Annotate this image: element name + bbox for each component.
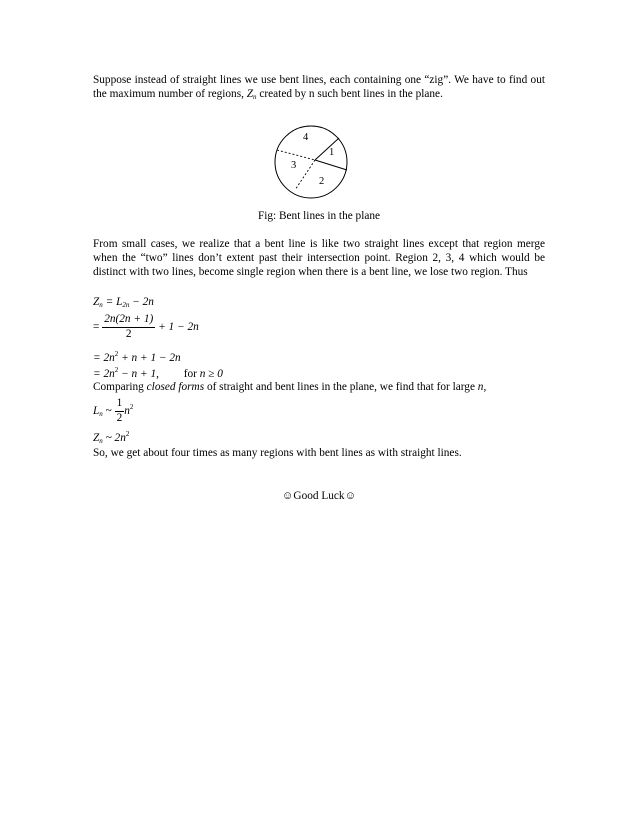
eq2-fraction xyxy=(102,313,155,342)
intro-var-letter: Z xyxy=(246,87,254,100)
asym-frac-num: 1 xyxy=(115,397,125,412)
asym-l-sub: n xyxy=(99,409,103,418)
explanation-text: From small cases, we realize that a bent line is like two straight lines except that region merge when the “two” lines don’t extent past their intersection point. Region 2, 3, 4 which would be distinct with two lines, become single region when there is a bent line, we lose two region. Thus xyxy=(93,238,545,278)
region-label-2: 2 xyxy=(319,176,325,187)
asym-z-exp: 2 xyxy=(125,430,130,438)
equation-line-1 xyxy=(93,296,154,310)
comparing-text-b: of straight and bent lines in the plane, we find that for large xyxy=(206,381,475,393)
intro-var-subscript: n xyxy=(253,92,257,101)
region-label-3: 3 xyxy=(291,160,297,171)
eq2-eq: = xyxy=(93,320,100,333)
asym-l-exp: 2 xyxy=(129,402,134,411)
asym-z-letter: Z xyxy=(93,432,100,444)
asymptotic-l xyxy=(93,397,133,426)
eq2-numerator: 2n(2n + 1) xyxy=(102,313,155,328)
asymptotic-z xyxy=(93,430,129,446)
asym-z-sub: n xyxy=(99,437,103,445)
closed-forms-emphasis: closed forms xyxy=(146,381,205,393)
eq3-exponent: 2 xyxy=(114,350,119,358)
eq4-text-a: = 2n xyxy=(93,368,115,380)
asym-l-letter: L xyxy=(93,404,100,417)
comparing-text-a: Comparing xyxy=(93,381,144,393)
figure-caption: Fig: Bent lines in the plane xyxy=(257,210,381,222)
eq1-lhs: Z xyxy=(93,296,100,308)
conclusion-line: So, we get about four times as many regions with bent lines as with straight lines. xyxy=(93,447,462,459)
intro-text-b: created by n such bent lines in the plane. xyxy=(259,87,443,100)
intro-text-a: Suppose instead of straight lines we use bent lines, each containing one “zig”. We have to find out the maximum number of regions, xyxy=(93,74,545,100)
eq2-denominator: 2 xyxy=(125,327,132,340)
eq3-text-b: + n + 1 − 2n xyxy=(118,352,181,364)
dashed-extension-left xyxy=(277,150,315,160)
eq4-text-b: − n + 1, xyxy=(118,368,159,380)
asym-z-rest: ~ 2n xyxy=(105,432,126,444)
equation-line-2 xyxy=(93,313,199,342)
bent-line-lower xyxy=(315,160,347,170)
region-label-4: 4 xyxy=(303,132,309,143)
asym-l-rest: n xyxy=(124,404,130,417)
dashed-extension-down xyxy=(295,160,315,190)
figure-circle xyxy=(275,126,347,198)
eq1-eq: = L xyxy=(102,296,123,308)
bent-line-upper xyxy=(315,138,339,160)
intro-paragraph xyxy=(93,74,545,102)
eq4-exponent: 2 xyxy=(114,366,119,374)
eq1-rest: − 2n xyxy=(129,296,154,308)
asym-fraction xyxy=(115,397,125,426)
equation-line-4 xyxy=(93,366,223,382)
asym-approx: ~ xyxy=(105,404,112,417)
comparing-punct: , xyxy=(483,381,487,393)
asym-frac-den: 2 xyxy=(116,411,123,424)
comparing-var-n: n xyxy=(477,381,484,393)
explanation-paragraph xyxy=(93,238,545,279)
eq4-condition-label: for xyxy=(183,368,197,380)
eq1-lhs-sub: n xyxy=(99,301,103,309)
eq2-rest: + 1 − 2n xyxy=(158,320,199,333)
comparing-line xyxy=(93,381,545,395)
eq3-text-a: = 2n xyxy=(93,352,115,364)
equation-line-3 xyxy=(93,350,181,366)
eq1-l-sub: 2n xyxy=(122,301,130,309)
bent-lines-figure xyxy=(273,122,353,202)
eq4-condition: n ≥ 0 xyxy=(199,368,223,380)
closing-good-luck: ☺Good Luck☺ xyxy=(281,490,357,502)
region-label-1: 1 xyxy=(329,147,335,158)
